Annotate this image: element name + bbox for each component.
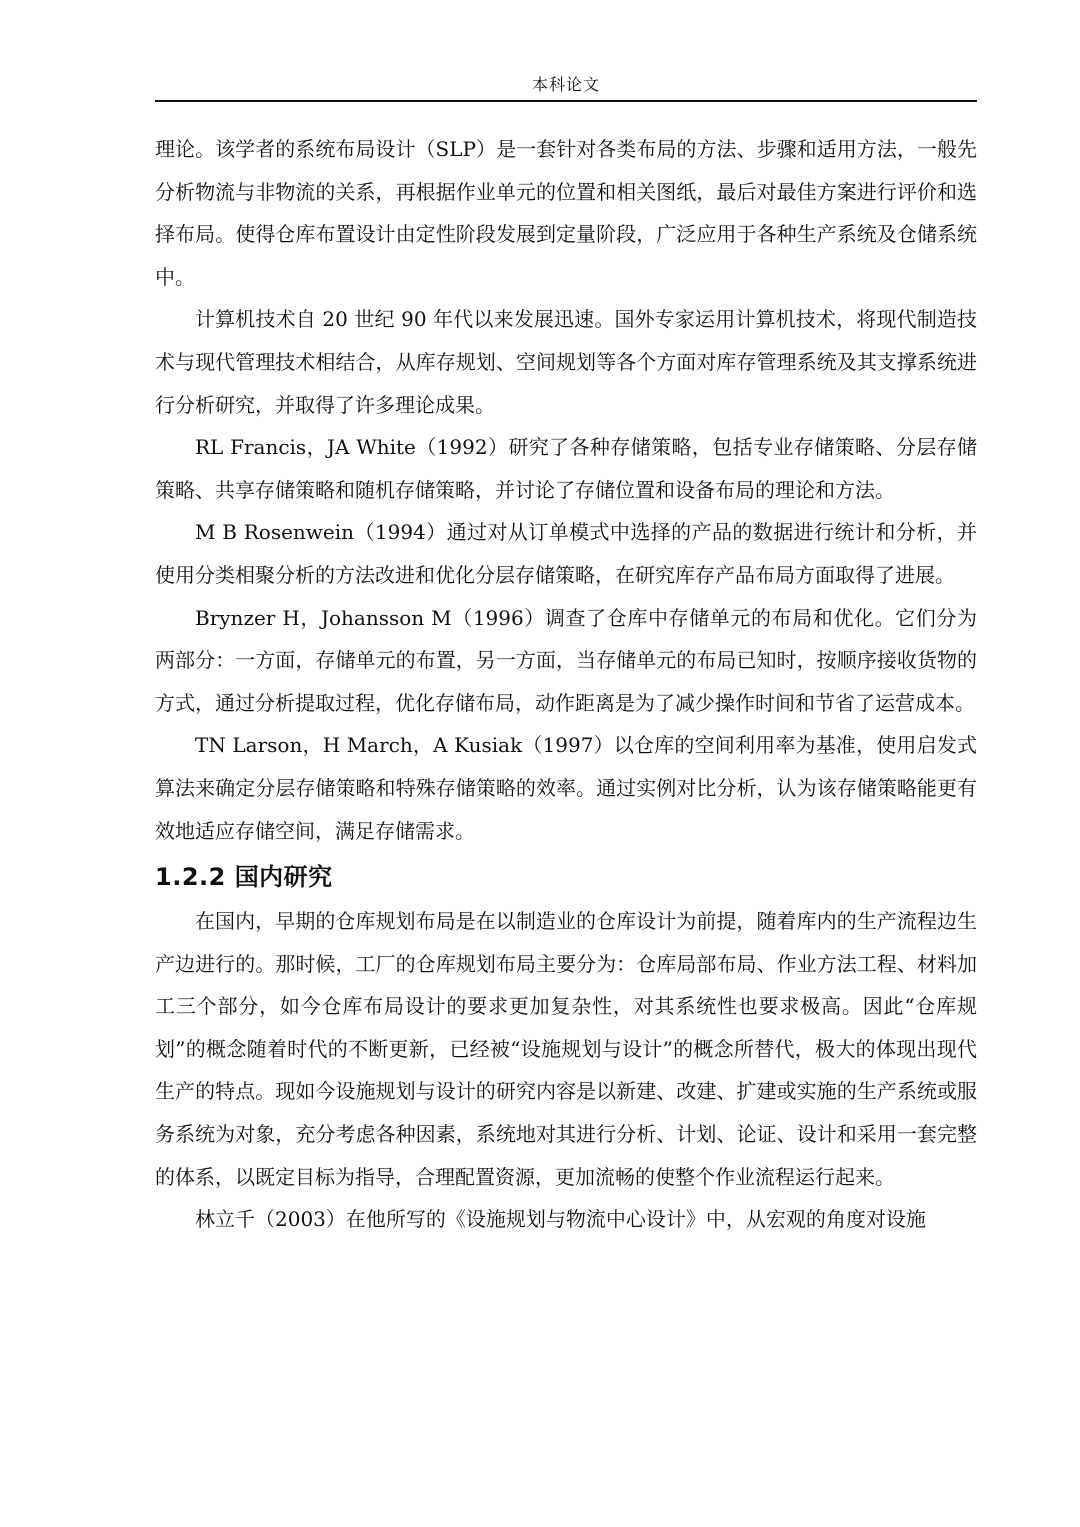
- header-title: 本科论文: [531, 75, 600, 94]
- paragraph-rosenwein: M B Rosenwein（1994）通过对从订单模式中选择的产品的数据进行统计和分析，并使用分类相聚分析的方法改进和优化分层存储策略，在研究库存产品布局方面取得了进展。: [155, 520, 977, 587]
- page-header: [155, 72, 977, 102]
- paragraph-domestic-warehouse-planning: 在国内，早期的仓库规划布局是在以制造业的仓库设计为前提，随着库内的生产流程边生产边进行的。那时候，工厂的仓库规划布局主要分为：仓库局部布局、作业方法工程、材料加工三个部分，如今仓库布局设计的要求更加复杂性，对其系统性也要求极高。因此“仓库规划”的概念随着时代的不断更新，已经被“设施规划与设计”的概念所替代，极大的体现出现代生产的特点。现如今设施规划与设计的研究内容是以新建、改建、扩建或实施的生产系统或服务系统为对象，充分考虑各种因素，系统地对其进行分析、计划、论证、设计和采用一套完整的体系，以既定目标为指导，合理配置资源，更加流畅的使整个作业流程运行起来。: [155, 909, 977, 1189]
- paragraph-lin-liqian: 林立千（2003）在他所写的《设施规划与物流中心设计》中，从宏观的角度对设施: [195, 1207, 926, 1232]
- paragraph-brynzer-johansson: Brynzer H，Johansson M（1996）调查了仓库中存储单元的布局和优化。它们分为两部分：一方面，存储单元的布置，另一方面，当存储单元的布局已知时，按顺序接收货物的方式，通过分析提取过程，优化存储布局，动作距离是为了减少操作时间和节省了运营成本。: [155, 605, 977, 715]
- paragraph-larson-march-kusiak: TN Larson，H March，A Kusiak（1997）以仓库的空间利用率为基准，使用启发式算法来确定分层存储策略和特殊存储策略的效率。通过实例对比分析，认为该存储策略能更有效地适应存储空间，满足存储需求。: [155, 733, 977, 843]
- paragraph-computer-technology: 计算机技术自 20 世纪 90 年代以来发展迅速。国外专家运用计算机技术，将现代制造技术与现代管理技术相结合，从库存规划、空间规划等各个方面对库存管理系统及其支撑系统进行分析研究，并取得了许多理论成果。: [155, 307, 977, 417]
- paragraph-slp-theory: 理论。该学者的系统布局设计（SLP）是一套针对各类布局的方法、步骤和适用方法，一般先分析物流与非物流的关系，再根据作业单元的位置和相关图纸，最后对最佳方案进行评价和选择布局。使得仓库布置设计由定性阶段发展到定量阶段，广泛应用于各种生产系统及仓储系统中。: [155, 137, 977, 289]
- page-body: [155, 128, 977, 1241]
- paragraph-francis-white: RL Francis，JA White（1992）研究了各种存储策略，包括专业存储策略、分层存储策略、共享存储策略和随机存储策略，并讨论了存储位置和设备布局的理论和方法。: [155, 435, 977, 502]
- section-heading-domestic-research: 1.2.2 国内研究: [155, 863, 333, 892]
